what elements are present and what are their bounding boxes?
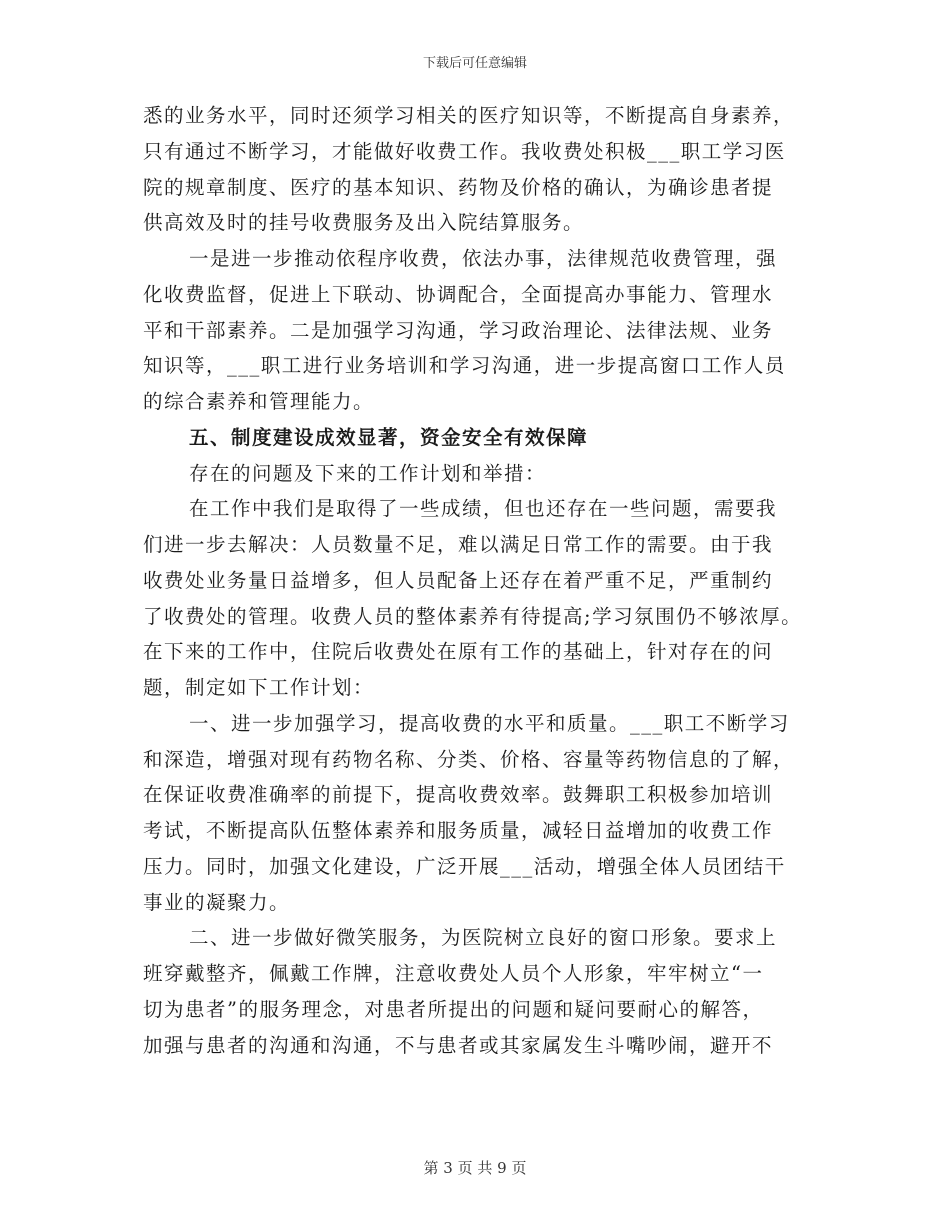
text-line: 收费处业务量日益增多，但人员配备上还存在着严重不足，严重制约 — [143, 568, 774, 592]
paragraph-start: 二、进一步做好微笑服务，为医院树立良好的窗口形象。要求上 — [189, 926, 778, 950]
text-line: 的综合素养和管理能力。 — [143, 390, 375, 413]
paragraph-start: 存在的问题及下来的工作计划和举措： — [189, 461, 547, 485]
text-line: 只有通过不断学习，才能做好收费工作。我收费处积极___职工学习医 — [143, 139, 786, 163]
text-line: 班穿戴整齐，佩戴工作牌，注意收费处人员个人形象，牢牢树立“一 — [143, 962, 764, 985]
text-line: 加强与患者的沟通和沟通，不与患者或其家属发生斗嘴吵闹，避开不 — [143, 1033, 774, 1057]
text-line: 在下来的工作中，住院后收费处在原有工作的基础上，针对存在的问 — [143, 640, 774, 664]
paragraph-start: 在工作中我们是取得了一些成绩，但也还存在一些问题，需要我 — [189, 497, 778, 521]
text-line: 化收费监督，促进上下联动、协调配合，全面提高办事能力、管理水 — [143, 282, 774, 306]
text-line: 考试，不断提高队伍整体素养和服务质量，减轻日益增加的收费工作 — [143, 819, 774, 842]
paragraph-start: 一、进一步加强学习，提高收费的水平和质量。___职工不断学习 — [189, 711, 790, 735]
text-line: 切为患者”的服务理念，对患者所提出的问题和疑问要耐心的解答， — [143, 997, 764, 1021]
text-line: 知识等，___职工进行业务培训和学习沟通，进一步提高窗口工作人员 — [143, 354, 786, 378]
text-line: 题，制定如下工作计划： — [143, 676, 375, 699]
document-body — [143, 98, 811, 1063]
paragraph-start: 一是进一步推动依程序收费，依法办事，法律规范收费管理，强 — [189, 247, 778, 270]
text-line: 事业的凝聚力。 — [143, 890, 291, 914]
text-line: 了收费处的管理。收费人员的整体素养有待提高;学习氛围仍不够浓厚。 — [143, 604, 803, 628]
text-line: 和深造，增强对现有药物名称、分类、价格、容量等药物信息的了解， — [143, 747, 795, 771]
page-number: 第 3 页 共 9 页 — [423, 1159, 527, 1177]
text-line: 供高效及时的挂号收费服务及出入院结算服务。 — [143, 211, 585, 235]
text-line: 悉的业务水平，同时还须学习相关的医疗知识等，不断提高自身素养， — [143, 104, 795, 127]
text-line: 在保证收费准确率的前提下，提高收费效率。鼓舞职工积极参加培训 — [143, 783, 774, 807]
section-heading: 五、制度建设成效显著，资金安全有效保障 — [189, 425, 589, 449]
text-line: 压力。同时，加强文化建设，广泛开展___活动，增强全体人员团结干 — [143, 854, 786, 878]
text-line: 平和干部素养。二是加强学习沟通，学习政治理论、法律法规、业务 — [143, 318, 774, 342]
page-header: 下载后可任意编辑 — [422, 56, 527, 71]
text-line: 们进一步去解决：人员数量不足，难以满足日常工作的需要。由于我 — [143, 533, 774, 556]
text-line: 院的规章制度、医疗的基本知识、药物及价格的确认，为确诊患者提 — [143, 175, 774, 199]
